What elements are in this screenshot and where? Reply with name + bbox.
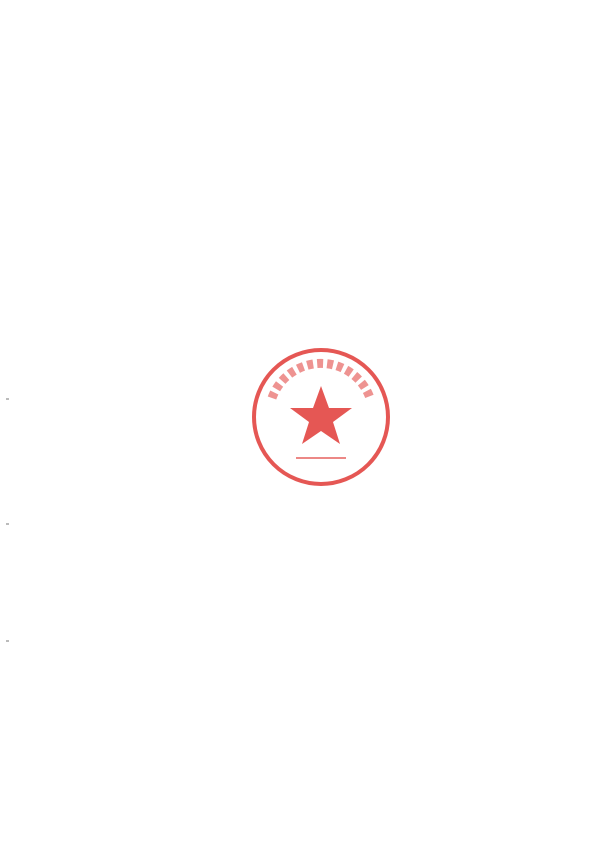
official-seal-stamp [250,346,392,488]
scan-mark [6,523,9,525]
scan-mark [6,398,9,400]
scan-mark [6,640,9,642]
